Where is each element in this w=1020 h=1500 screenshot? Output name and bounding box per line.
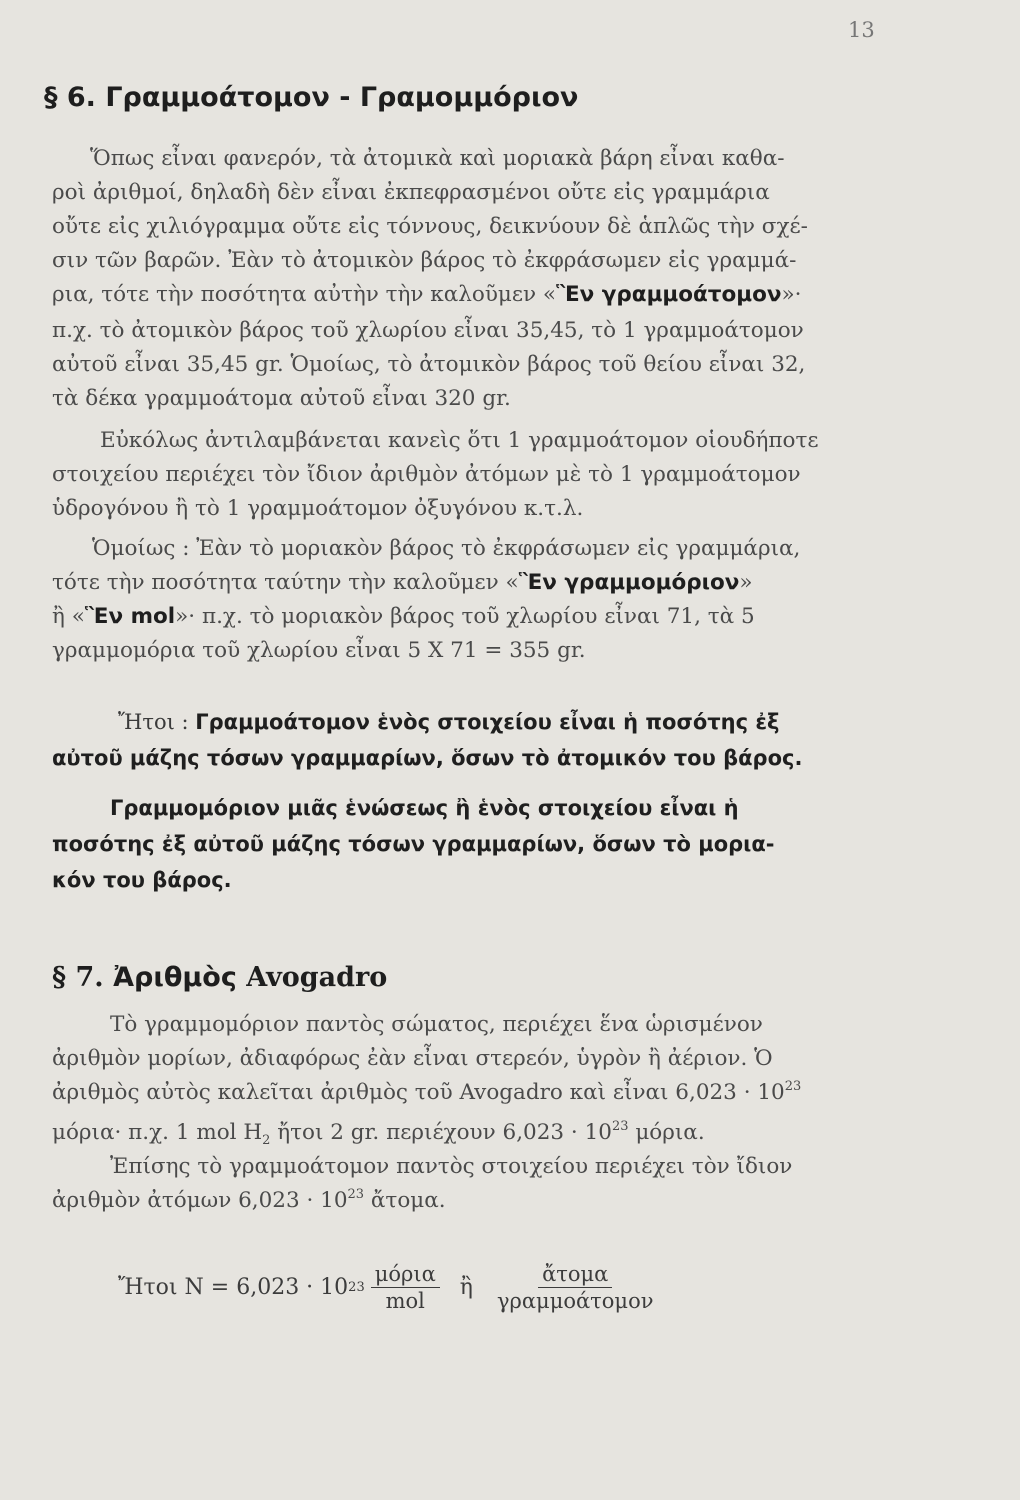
section-7-heading — [52, 962, 387, 993]
s6-p2-line-3: ὑδρογόνου ἢ τὸ 1 γραμμοάτομον ὀξυγόνου κ.τ.λ. — [52, 496, 584, 521]
s6-p3-line-2c: » — [739, 570, 753, 595]
fraction-1-numerator: μόρια — [371, 1262, 440, 1288]
definition-gram-molecule-line-3: κόν του βάρος. — [52, 868, 232, 892]
fraction-molecules-per-mol — [371, 1262, 440, 1313]
s7-p1-line-3-exponent: 23 — [784, 1079, 802, 1094]
section-7-heading-greek: Ἀριθμὸς — [113, 962, 237, 993]
s6-p2-line-1: Εὐκόλως ἀντιλαμβάνεται κανεὶς ὅτι 1 γραμμοάτομον οἱουδήποτε — [100, 428, 819, 453]
s6-p3-line-3 — [52, 604, 755, 629]
avogadro-formula: Ἤτοι N = 6,023 · 10 23 $\frac{\text{μόρια}}{\text{mol}}$ ἢ $\frac{\text{ἄτομα}}{\text{γραμμοάτομον}}$ — [118, 1262, 663, 1313]
s6-p1-line-5c: »· — [781, 282, 802, 307]
s7-p1-line-2: ἀριθμὸν μορίων, ἀδιαφόρως ἐὰν εἶναι στερεόν, ὑγρὸν ἢ ἀέριον. Ὁ — [52, 1046, 773, 1071]
s7-p1-line-4 — [52, 1119, 705, 1148]
s6-p1-line-6: π.χ. τὸ ἀτομικὸν βάρος τοῦ χλωρίου εἶναι 35,45, τὸ 1 γραμμοάτομον — [52, 318, 804, 343]
section-7-heading-number: § 7. — [52, 962, 114, 993]
s6-p3-line-1: Ὁμοίως : Ἐὰν τὸ μοριακὸν βάρος τὸ ἐκφράσωμεν εἰς γραμμάρια, — [92, 536, 801, 561]
term-gram-atom: Ἓν γραμμοάτομον — [556, 282, 782, 307]
s7-p1-line-4-exponent: 23 — [611, 1119, 629, 1134]
definition-gram-atom-line-2: αὐτοῦ μάζης τόσων γραμμαρίων, ὅσων τὸ ἀτομικόν του βάρος. — [52, 746, 803, 770]
s6-p1-line-4: σιν τῶν βαρῶν. Ἐὰν τὸ ἀτομικὸν βάρος τὸ ἐκφράσωμεν εἰς γραμμά- — [52, 248, 797, 273]
s7-p2-line-2 — [52, 1188, 446, 1213]
definition-gram-atom-text-1: Γραμμοάτομον ἑνὸς στοιχείου εἶναι ἡ ποσότης ἐξ — [195, 710, 780, 734]
fraction-2-denominator: γραμμοάτομον — [496, 1289, 654, 1313]
definition-gram-atom-line-1 — [118, 710, 779, 734]
s7-p2-line-1: Ἐπίσης τὸ γραμμοάτομον παντὸς στοιχείου περιέχει τὸν ἴδιον — [110, 1154, 793, 1179]
s6-p3-line-2 — [52, 570, 753, 595]
s7-p1-line-3a: ἀριθμὸς αὐτὸς καλεῖται ἀριθμὸς τοῦ Avogadro καὶ εἶναι 6,023 · 10 — [52, 1080, 785, 1105]
s7-p2-line-2a: ἀριθμὸν ἀτόμων 6,023 · 10 — [52, 1188, 348, 1213]
term-gram-molecule: Ἓν γραμμομόριον — [518, 570, 740, 595]
s6-p1-line-1: Ὅπως εἶναι φανερόν, τὰ ἀτομικὰ καὶ μοριακὰ βάρη εἶναι καθα- — [90, 146, 785, 171]
formula-or: ἢ — [459, 1275, 473, 1300]
page-number: 13 — [848, 18, 875, 42]
s6-p1-line-2: ροὶ ἀριθμοί, δηλαδὴ δὲν εἶναι ἐκπεφρασμένοι οὔτε εἰς γραμμάρια — [52, 180, 770, 205]
definition-gram-molecule-line-1: Γραμμομόριον μιᾶς ἑνώσεως ἢ ἑνὸς στοιχείου εἶναι ἡ — [110, 796, 739, 820]
formula-prefix: Ἤτοι N = 6,023 · 10 — [118, 1275, 349, 1300]
s7-p1-line-4-subscript: 2 — [262, 1133, 271, 1148]
s7-p1-line-3 — [52, 1080, 801, 1105]
fraction-2-numerator: ἄτομα — [538, 1262, 612, 1288]
s6-p1-line-5a: ρια, τότε τὴν ποσότητα αὐτὴν τὴν καλοῦμεν « — [52, 282, 557, 307]
definition-prefix: Ἤτοι : — [118, 710, 196, 734]
fraction-1-denominator: mol — [385, 1289, 425, 1313]
s6-p3-line-3a: ἢ « — [52, 604, 85, 629]
term-mol: Ἓν mol — [84, 604, 176, 629]
s6-p1-line-7: αὐτοῦ εἶναι 35,45 gr. Ὁμοίως, τὸ ἀτομικὸν βάρος τοῦ θείου εἶναι 32, — [52, 352, 806, 377]
section-6-heading: § 6. Γραμμοάτομον - Γραμομμόριον — [44, 82, 579, 113]
s6-p3-line-3c: »· π.χ. τὸ μοριακὸν βάρος τοῦ χλωρίου εἶναι 71, τὰ 5 — [175, 604, 755, 629]
s6-p1-line-3: οὔτε εἰς χιλιόγραμμα οὔτε εἰς τόννους, δεικνύουν δὲ ἁπλῶς τὴν σχέ- — [52, 214, 808, 239]
s6-p2-line-2: στοιχείου περιέχει τὸν ἴδιον ἀριθμὸν ἀτόμων μὲ τὸ 1 γραμμοάτομον — [52, 462, 801, 487]
s7-p1-line-4b: ἤτοι 2 gr. περιέχουν 6,023 · 10 — [270, 1120, 612, 1145]
definition-gram-molecule-line-2: ποσότης ἐξ αὐτοῦ μάζης τόσων γραμμαρίων, ὅσων τὸ μορια- — [52, 832, 775, 856]
s6-p3-line-2a: τότε τὴν ποσότητα ταύτην τὴν καλοῦμεν « — [52, 570, 519, 595]
s7-p2-line-2b: ἄτομα. — [364, 1188, 446, 1213]
s7-p2-line-2-exponent: 23 — [347, 1187, 365, 1202]
s7-p1-line-1: Τὸ γραμμομόριον παντὸς σώματος, περιέχει ἕνα ὡρισμένον — [110, 1012, 763, 1037]
s7-p1-line-4c: μόρια. — [628, 1120, 705, 1145]
section-7-heading-latin: Avogadro — [236, 962, 388, 993]
s6-p3-line-4: γραμμομόρια τοῦ χλωρίου εἶναι 5 X 71 = 355 gr. — [52, 638, 586, 663]
s6-p1-line-8: τὰ δέκα γραμμοάτομα αὐτοῦ εἶναι 320 gr. — [52, 386, 511, 411]
s6-p1-line-5 — [52, 282, 802, 307]
fraction-atoms-per-gram-atom — [493, 1262, 658, 1313]
s7-p1-line-4a: μόρια· π.χ. 1 mol H — [52, 1120, 263, 1145]
